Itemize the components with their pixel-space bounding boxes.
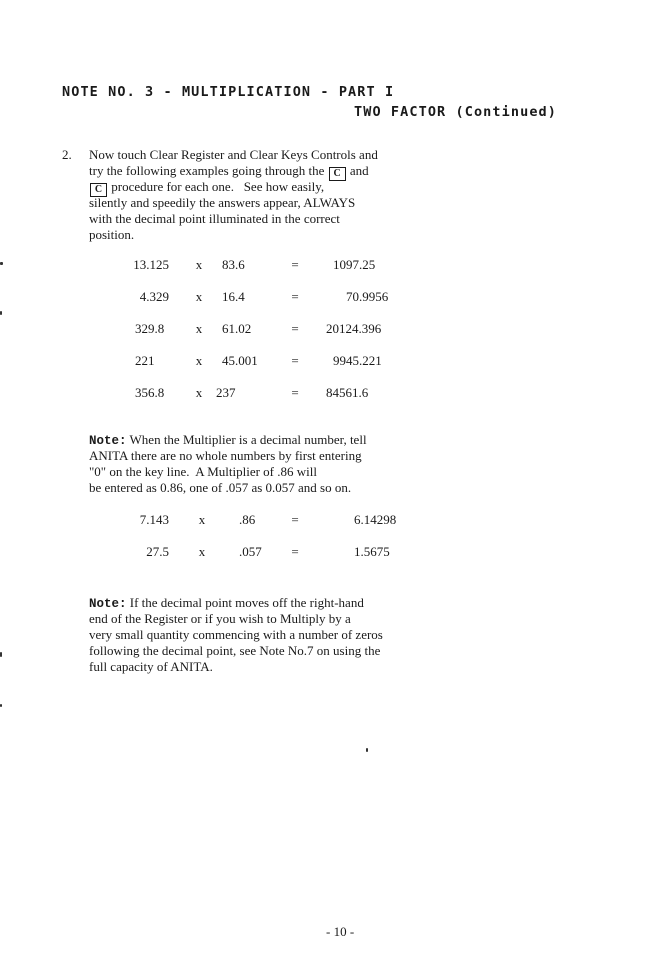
multiplicand: 7.143 [139, 512, 169, 527]
equals-sign: = [291, 321, 299, 336]
paragraph-line: with the decimal point illuminated in the correct [89, 211, 340, 226]
times-sign: x [195, 385, 203, 400]
note-text: end of the Register or if you wish to Multiply by a [89, 611, 351, 626]
clear-key-icon: C [329, 167, 346, 181]
example-row [0, 353, 672, 371]
note-line [89, 448, 367, 464]
clear-key-icon: C [90, 183, 107, 197]
item-number: 2. [62, 147, 72, 162]
decimal-multiplier-note [89, 432, 367, 496]
example-row [0, 512, 672, 530]
note-line [89, 643, 383, 659]
note-text: If the decimal point moves off the right-hand [126, 595, 364, 610]
equals-sign: = [291, 385, 299, 400]
times-sign: x [195, 353, 203, 368]
scan-speck [0, 704, 2, 707]
instruction-paragraph [89, 147, 378, 243]
note-line [89, 659, 383, 675]
scan-speck [0, 311, 2, 315]
product: 6.14298 [354, 512, 397, 527]
note-text: When the Multiplier is a decimal number, tell [126, 432, 367, 447]
multiplicand: 329.8 [135, 321, 165, 336]
multiplier: 83.6 [222, 257, 245, 272]
example-row [0, 321, 672, 339]
paragraph-line: C procedure for each one. See how easily, [89, 179, 378, 195]
example-row [0, 257, 672, 275]
paragraph-line: position. [89, 227, 135, 242]
times-sign: x [198, 512, 206, 527]
note-text: very small quantity commencing with a number of zeros [89, 627, 383, 642]
paragraph-line: Now touch Clear Register and Clear Keys Controls and [89, 147, 378, 162]
note-line [89, 464, 367, 480]
example-row [0, 289, 672, 307]
product: 84561.6 [326, 385, 369, 400]
times-sign: x [195, 321, 203, 336]
example-row [0, 385, 672, 403]
product: 70.9956 [346, 289, 389, 304]
note-text: be entered as 0.86, one of .057 as 0.057 and so on. [89, 480, 352, 495]
note-line [89, 432, 367, 448]
product: 9945.221 [333, 353, 382, 368]
example-row [0, 544, 672, 562]
note-title: NOTE NO. 3 - MULTIPLICATION - PART I [62, 84, 395, 100]
note-line [89, 627, 383, 643]
note-text: "0" on the key line. A Multiplier of .86 will [89, 464, 317, 479]
multiplier: 237 [216, 385, 236, 400]
product: 20124.396 [326, 321, 382, 336]
times-sign: x [195, 257, 203, 272]
scan-speck [366, 748, 368, 752]
equals-sign: = [291, 353, 299, 368]
multiplier: 61.02 [222, 321, 252, 336]
equals-sign: = [291, 257, 299, 272]
paragraph-line: try the following examples going through the C and [89, 163, 369, 179]
product: 1.5675 [354, 544, 390, 559]
note-text: ANITA there are no whole numbers by first entering [89, 448, 362, 463]
multiplicand: 356.8 [135, 385, 165, 400]
multiplicand: 13.125 [133, 257, 169, 272]
note-label: Note: [89, 597, 127, 611]
multiplier: 45.001 [222, 353, 258, 368]
note-subtitle: TWO FACTOR (Continued) [354, 104, 558, 120]
multiplier: 16.4 [222, 289, 245, 304]
note-text: full capacity of ANITA. [89, 659, 213, 674]
paragraph-line: silently and speedily the answers appear, ALWAYS [89, 195, 356, 210]
multiplier: .057 [239, 544, 262, 559]
note-label: Note: [89, 434, 127, 448]
scan-speck [0, 262, 3, 265]
times-sign: x [195, 289, 203, 304]
equals-sign: = [291, 289, 299, 304]
scan-speck [0, 652, 2, 657]
equals-sign: = [291, 544, 299, 559]
note-line [89, 480, 367, 496]
multiplier: .86 [239, 512, 256, 527]
times-sign: x [198, 544, 206, 559]
multiplicand: 4.329 [139, 289, 169, 304]
product: 1097.25 [333, 257, 376, 272]
note-text: following the decimal point, see Note No.7 on using the [89, 643, 381, 658]
multiplicand: 221 [135, 353, 155, 368]
equals-sign: = [291, 512, 299, 527]
register-overflow-note [89, 595, 383, 675]
multiplicand: 27.5 [146, 544, 169, 559]
note-line [89, 595, 383, 611]
page-number: - 10 - [326, 924, 355, 939]
note-line [89, 611, 383, 627]
